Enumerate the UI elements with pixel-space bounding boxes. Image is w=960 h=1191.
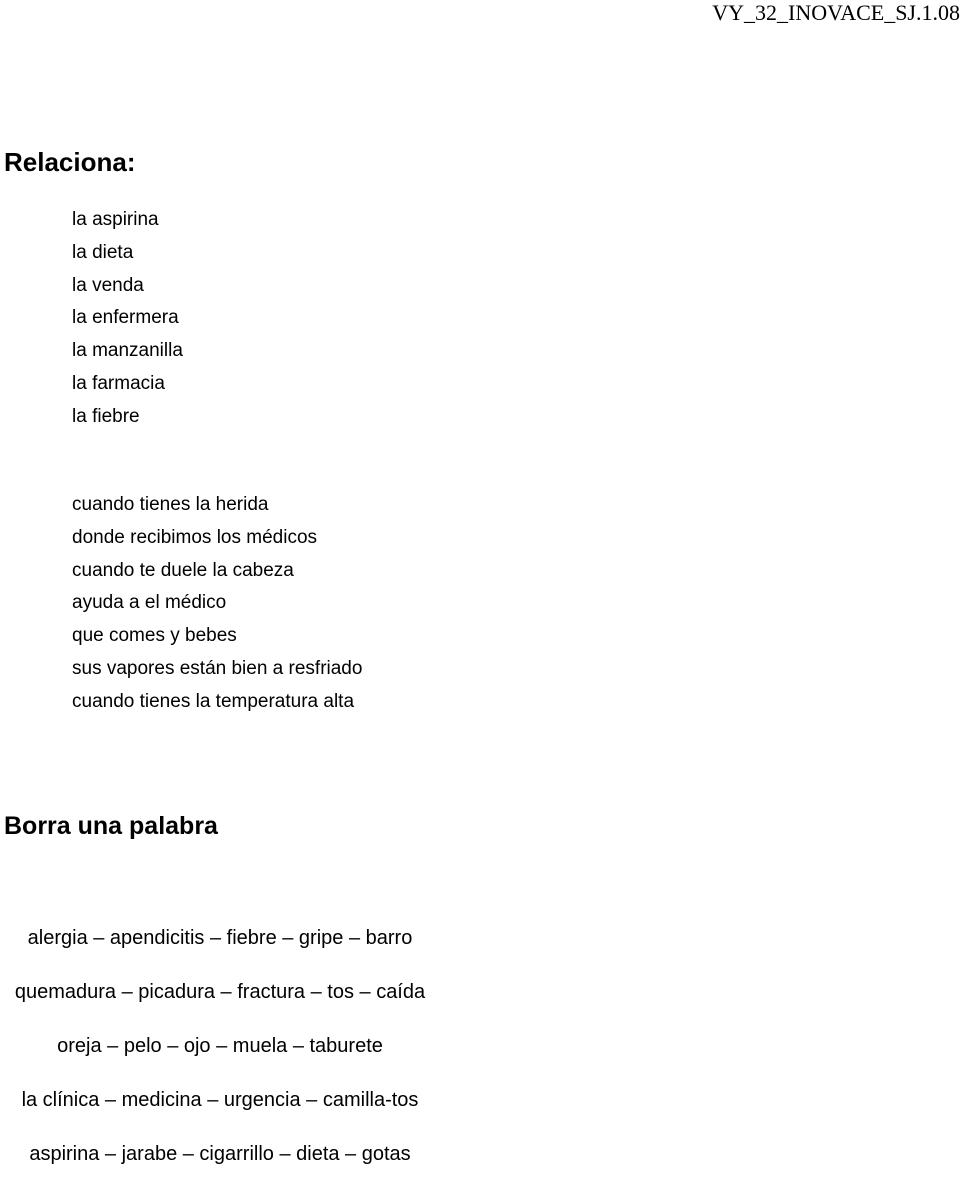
section-title-relaciona: Relaciona: [4, 147, 136, 177]
section-title-borra: Borra una palabra [4, 812, 218, 840]
word-rows-list [0, 921, 440, 1191]
list-item: la farmacia [72, 372, 165, 394]
list-item: la dieta [72, 241, 134, 263]
word-row: aspirina – jarabe – cigarrillo – dieta – gotas [29, 1143, 411, 1165]
list-item: que comes y bebes [72, 625, 237, 647]
list-item: cuando tienes la temperatura alta [72, 690, 355, 712]
word-row: la clínica – medicina – urgencia – camilla-tos [21, 1089, 419, 1111]
word-row: oreja – pelo – ojo – muela – taburete [57, 1035, 383, 1057]
list-item: la aspirina [72, 209, 159, 230]
list-item: la manzanilla [72, 340, 183, 362]
word-row: alergia – apendicitis – fiebre – gripe – barro [27, 927, 413, 949]
definitions-list [72, 489, 362, 719]
list-item: cuando tienes la herida [72, 494, 269, 515]
terms-list [72, 204, 183, 434]
list-item: la venda [72, 274, 144, 296]
list-item: cuando te duele la cabeza [72, 559, 294, 581]
list-item: la fiebre [72, 405, 140, 427]
list-item: donde recibimos los médicos [72, 526, 318, 548]
list-item: ayuda a el médico [72, 592, 227, 614]
list-item: la enfermera [72, 307, 179, 329]
word-row: quemadura – picadura – fractura – tos – caída [14, 981, 426, 1003]
list-item: sus vapores están bien a resfriado [72, 657, 363, 679]
document-code: VY_32_INOVACE_SJ.1.08 [712, 0, 960, 25]
